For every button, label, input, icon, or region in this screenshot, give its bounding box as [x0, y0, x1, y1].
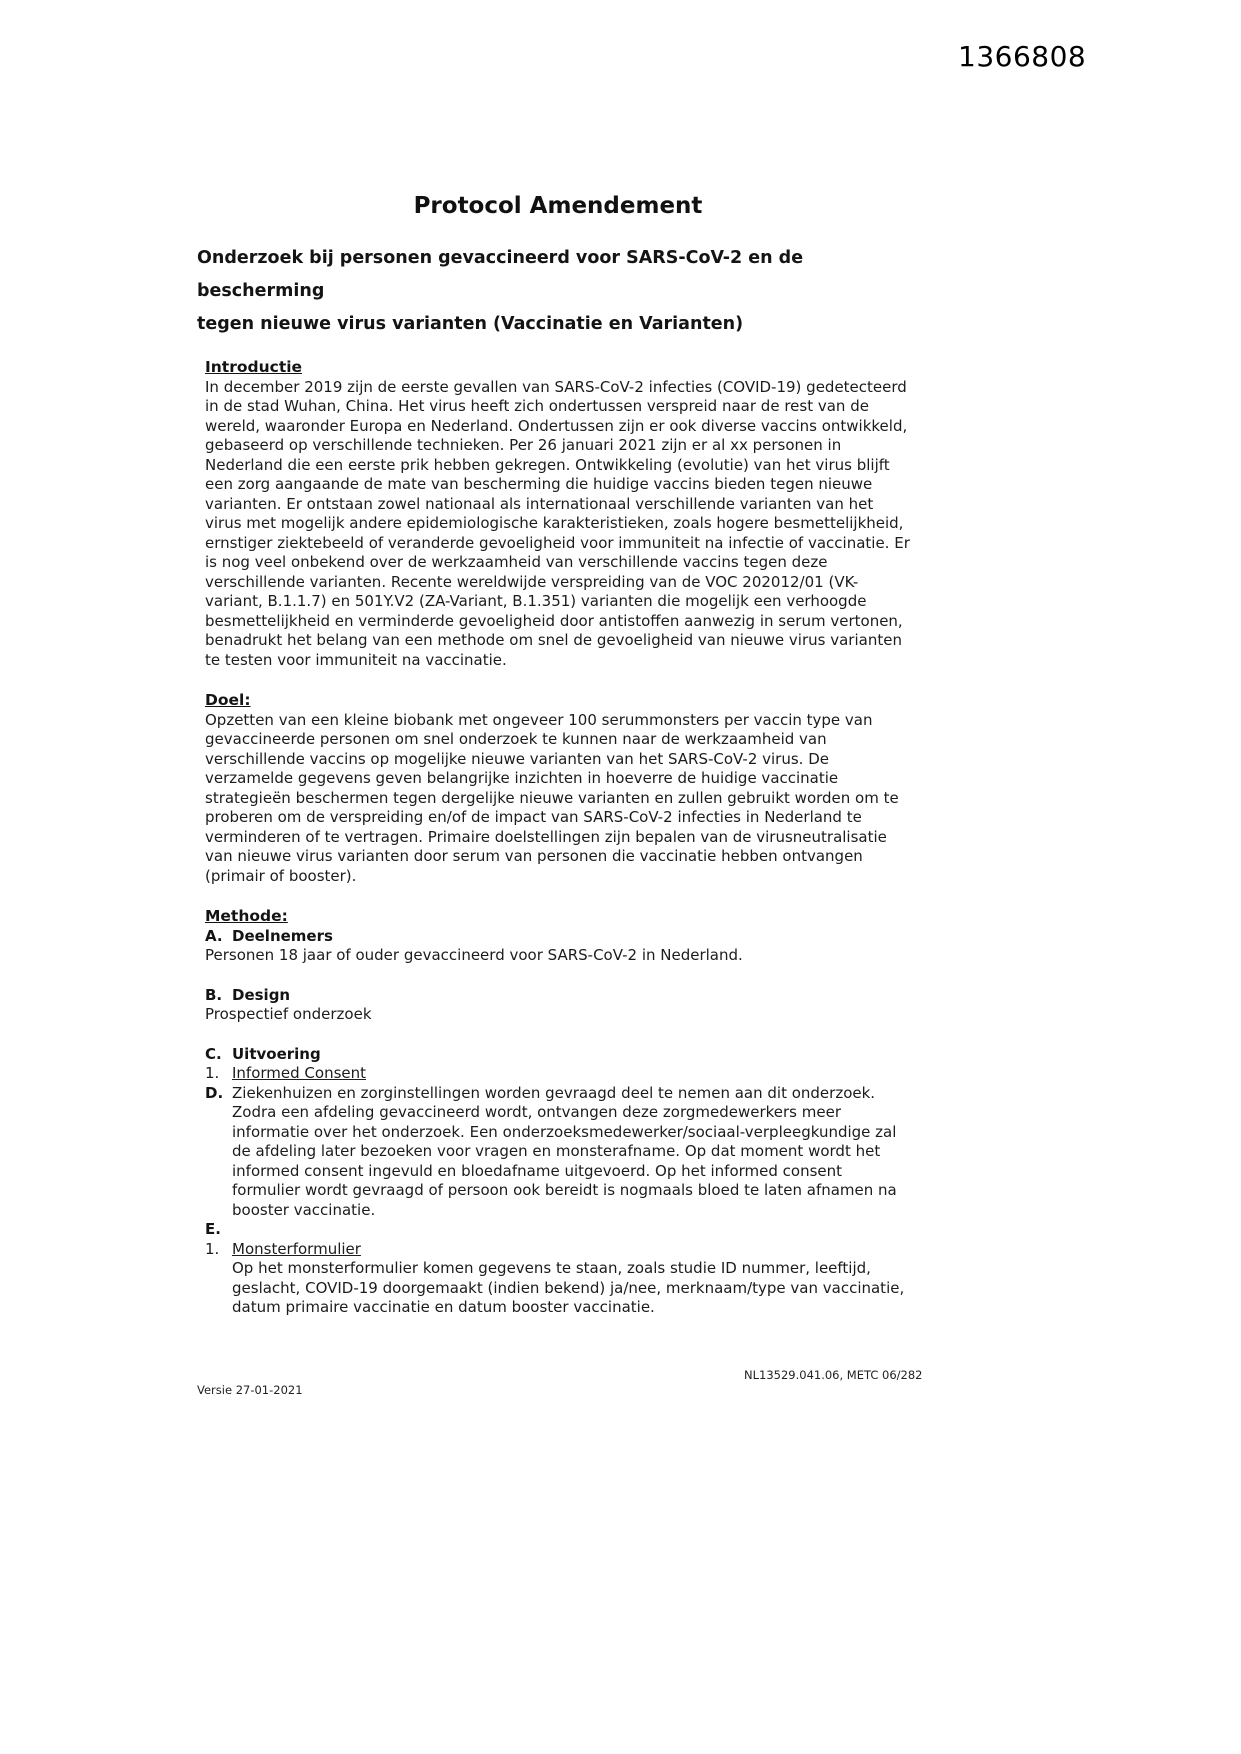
doel-heading: Doel:: [205, 691, 251, 709]
item-a-body: Personen 18 jaar of ouder gevaccineerd voor SARS-CoV-2 in Nederland.: [205, 946, 743, 964]
item-c1-number: 1.: [205, 1064, 220, 1082]
methode-item-c1: [205, 1064, 911, 1084]
methode-item-e1: [205, 1240, 911, 1318]
methode-item-d: [205, 1084, 911, 1221]
spacer: [205, 1025, 911, 1045]
item-e1-number: 1.: [205, 1239, 220, 1258]
methode-heading: Methode:: [205, 907, 288, 925]
doel-body: Opzetten van een kleine biobank met ongeveer 100 serummonsters per vaccin type van gevaccineerde personen om snel onderzoek te kunnen naar de werkzaamheid van verschillende vaccins op mogelijke nieuwe varianten van het SARS-CoV-2 virus. De verzamelde gegevens geven belangrijke inzichten in hoeverre de huidige vaccinatie strategieën beschermen tegen dergelijke nieuwe varianten en zullen gebruikt worden om te proberen om de verspreiding en/of de impact van SARS-CoV-2 infecties in Nederland te verminderen of te vertragen. Primaire doelstellingen zijn bepalen van de virusneutralisatie van nieuwe virus varianten door serum van personen die vaccinatie hebben ontvangen (primair of booster).: [205, 710, 899, 885]
item-a-title: Deelnemers: [232, 926, 333, 945]
item-b-title: Design: [232, 985, 291, 1004]
item-e1-body: Op het monsterformulier komen gegevens te staan, zoals studie ID nummer, leeftijd, geslacht, COVID-19 doorgemaakt (indien bekend) ja/nee, merknaam/type van vaccinatie, datum primaire vaccinatie en datum booster vaccinatie.: [232, 1259, 905, 1316]
footer-reference: NL13529.041.06, METC 06/282: [744, 1368, 923, 1382]
document-content: [197, 193, 911, 1318]
item-b-label: B.: [205, 985, 223, 1004]
methode-item-b: [205, 986, 911, 1006]
item-c-label: C.: [205, 1044, 222, 1063]
item-d-label: D.: [205, 1083, 224, 1102]
subtitle-line-1: Onderzoek bij personen gevaccineerd voor SARS-CoV-2 en de bescherming: [197, 248, 804, 301]
introductie-body: In december 2019 zijn de eerste gevallen van SARS-CoV-2 infecties (COVID-19) gedetecteerd in de stad Wuhan, China. Het virus heeft zich ondertussen verspreid naar de rest van de wereld, waaronder Europa en Nederland. Ondertussen zijn er ook diverse vaccins ontwikkeld, gebaseerd op verschillende technieken. Per 26 januari 2021 zijn er al xx personen in Nederland die een eerste prik hebben gekregen. Ontwikkeling (evolutie) van het virus blijft een zorg aangaande de mate van bescherming die huidige vaccins bieden tegen nieuwe varianten. Er ontstaan zowel nationaal als internationaal verschillende varianten van het virus met mogelijk andere epidemiologische karakteristieken, zoals hogere besmettelijkheid, ernstiger ziektebeeld of veranderde gevoeligheid voor immuniteit na infectie of vaccinatie. Er is nog veel onbekend over de werkzaamheid van verschillende vaccins tegen deze verschillende varianten. Recente wereldwijde verspreiding van de VOC 202012/01 (VK-variant, B.1.1.7) en 501Y.V2 (ZA-Variant, B.1.351) varianten die mogelijk een verhoogde besmettelijkheid en verminderde gevoeligheid door antistoffen aanwezig in serum vertonen, benadrukt het belang van een methode om snel de gevoeligheid van nieuwe virus varianten te testen voor immuniteit na vaccinatie.: [205, 377, 910, 669]
item-d-body: Ziekenhuizen en zorginstellingen worden gevraagd deel te nemen aan dit onderzoek. Zodra een afdeling gevaccineerd wordt, ontvangen deze zorgmedewerkers meer informatie over het onderzoek. Een onderzoeksmedewerker/sociaal-verpleegkundige zal de afdeling later bezoeken voor vragen en monsterafname. Op dat moment wordt het informed consent ingevuld en bloedafname uitgevoerd. Op het informed consent formulier wordt gevraagd of persoon ook bereidt is nogmaals bloed te laten afnamen na booster vaccinatie.: [232, 1083, 897, 1219]
item-c1-title: Informed Consent: [232, 1064, 367, 1082]
methode-item-c: [205, 1045, 911, 1065]
section-introductie: [205, 358, 911, 670]
document-subtitle: [197, 242, 911, 341]
introductie-heading: Introductie: [205, 358, 303, 376]
spacer: [205, 966, 911, 986]
item-c-title: Uitvoering: [232, 1044, 321, 1063]
methode-item-a: [205, 927, 911, 947]
item-a-label: A.: [205, 926, 223, 945]
item-e1-title: Monsterformulier: [232, 1239, 361, 1258]
subtitle-line-2: tegen nieuwe virus varianten (Vaccinatie en Varianten): [197, 314, 744, 334]
doc-number: 1366808: [958, 40, 1087, 73]
section-methode: [205, 907, 911, 1318]
footer-version: Versie 27-01-2021: [197, 1383, 303, 1397]
document-title: Protocol Amendement: [413, 193, 703, 219]
item-b-body: Prospectief onderzoek: [205, 1005, 372, 1023]
methode-item-e: [205, 1220, 911, 1240]
section-doel: [205, 691, 911, 886]
item-e-label: E.: [205, 1220, 221, 1238]
